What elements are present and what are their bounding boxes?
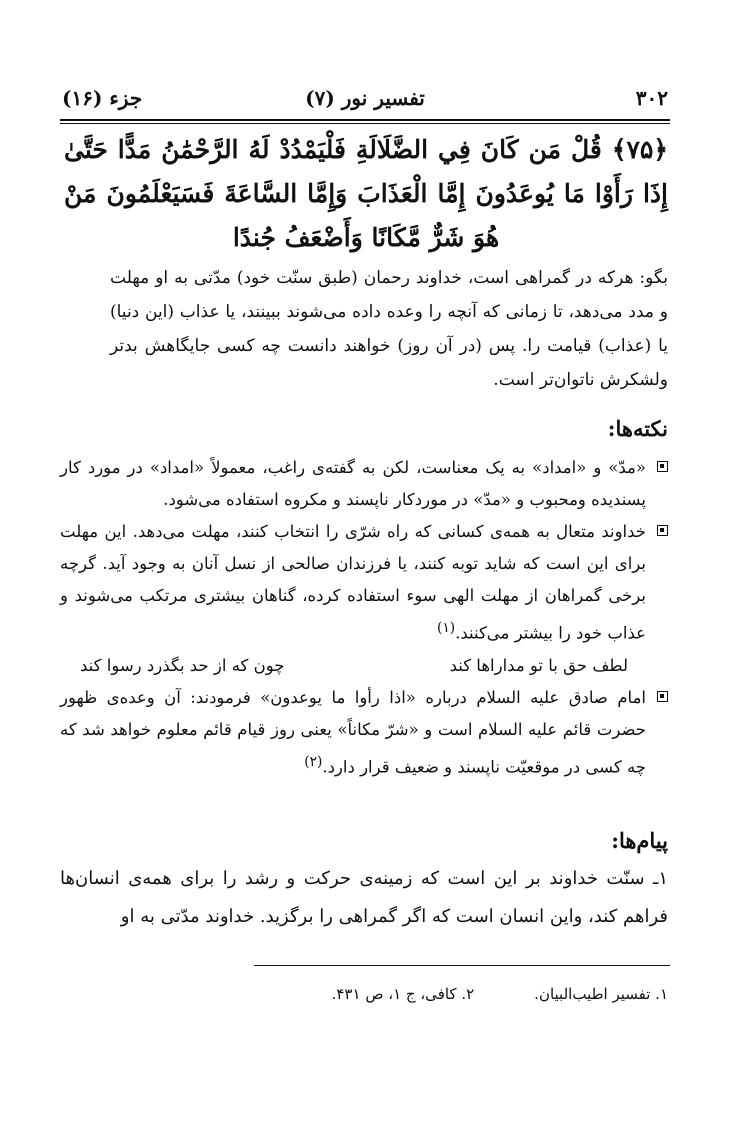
note-item bbox=[60, 516, 668, 650]
poem-hemistich: چون که از حد بگذرد رسوا کند bbox=[80, 655, 285, 675]
header-rule-thin bbox=[60, 123, 670, 124]
footnotes bbox=[332, 985, 668, 1003]
footnote-ref: (۱) bbox=[436, 620, 456, 636]
footnote-rule bbox=[254, 965, 670, 966]
messages-heading: پیام‌ها: bbox=[611, 828, 668, 853]
note-item bbox=[60, 452, 668, 516]
note-text: «مدّ» و «امداد» به یک معناست، لکن به گفته‌ی راغب، معمولاً «امداد» در مورد کار پسندیده ومحبوب و «مدّ» در موردکار ناپسند و مکروه استفاده می‌شود. bbox=[60, 458, 646, 509]
messages-text: ۱ـ سنّت خداوند بر این است که زمینه‌ی حرکت و رشد را برای همه‌ی انسان‌ها فراهم کند، واین انسان است که اگر گمراهی را برگزید. خداوند مدّتی به او bbox=[60, 868, 668, 927]
footnote-2: ۲. کافی، ج ۱، ص ۴۳۱. bbox=[331, 985, 475, 1003]
part-number: جزء (۱۶) bbox=[62, 86, 143, 110]
note-text: خداوند متعال به همه‌ی کسانی که راه شرّی را انتخاب کنند، مهلت می‌دهد. این مهلت برای این است که شاید توبه کنند، یا فرزندان صالحی از نسل آنان به وجود آید. گرچه برخی گمراهان از مهلت الهی سوء استفاده کرده، گناهان بیشتری مرتکب می‌شوند و عذاب خود را بیشتر می‌کنند. bbox=[60, 522, 646, 643]
notes-heading: نکته‌ها: bbox=[607, 416, 668, 441]
note-item bbox=[60, 682, 668, 784]
footnote-ref: (۲) bbox=[304, 753, 323, 770]
verse-translation: بگو: هرکه در گمراهی است، خداوند رحمان (طبق سنّت خود) مدّتی به او مهلت و مدد می‌دهد، تا زمانی که آنچه را وعده داده می‌شوند ببینند، یا عذاب (این دنیا) یا (عذاب) قیامت را. پس (در آن روز) خواهند دانست چه کسی جایگاهش بدتر ولشکرش ناتوان‌تر است. bbox=[110, 268, 668, 390]
footnote-1: ۱. تفسیر اطیب‌البیان. bbox=[534, 985, 668, 1003]
square-bullet-icon bbox=[657, 525, 668, 536]
header-rule bbox=[60, 119, 670, 121]
square-bullet-icon bbox=[657, 691, 668, 702]
poem-verse bbox=[60, 650, 668, 682]
notes-list bbox=[60, 452, 668, 783]
note-text: امام صادق علیه السلام درباره «اذا رأوا ما یوعدون» فرمودند: آن وعده‌ی ظهور حضرت قائم علیه السلام است و «شرّ مکاناً» یعنی روز قیام قائم معلوم خواهد شد که چه کسی در موقعیّت ناپسند و ضعیف قرار دارد. bbox=[60, 687, 646, 776]
poem-hemistich: لطف حق با تو مداراها کند bbox=[449, 655, 628, 675]
page-number: ۳۰۲ bbox=[635, 86, 668, 110]
book-title: تفسیر نور (۷) bbox=[305, 86, 425, 110]
quran-verse: ﴿۷۵﴾ قُلْ مَن كَانَ فِي الضَّلَالَةِ فَلْيَمْدُدْ لَهُ الرَّحْمَٰنُ مَدًّا حَتَّىٰ إِذَا رَأَوْا مَا يُوعَدُونَ إِمَّا الْعَذَابَ وَإِمَّا السَّاعَةَ فَسَيَعْلَمُونَ مَنْ هُوَ شَرٌّ مَّكَانًا وَأَضْعَفُ جُندًا bbox=[64, 135, 668, 252]
square-bullet-icon bbox=[657, 461, 668, 472]
page-header bbox=[62, 86, 668, 120]
